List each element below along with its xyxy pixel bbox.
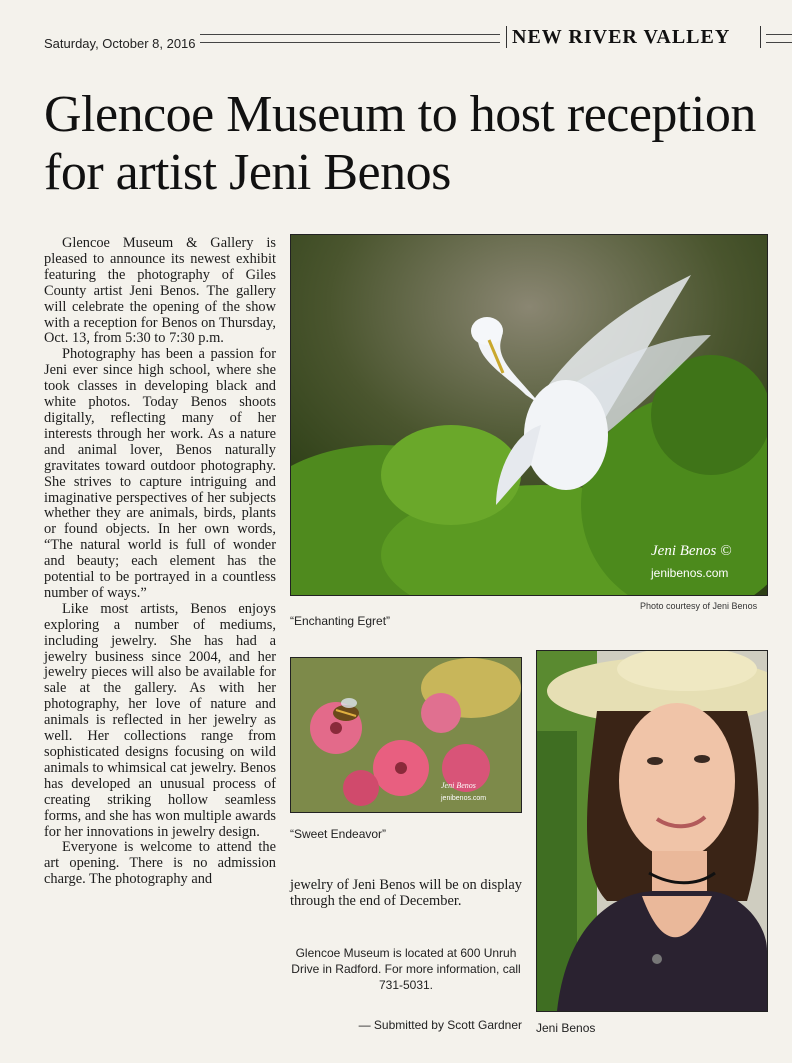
article-paragraph: Everyone is welcome to attend the art opening. There is no admission charge. The photography and — [44, 839, 276, 888]
photo-credit: Photo courtesy of Jeni Benos — [640, 601, 758, 611]
section-name: NEW RIVER VALLEY — [512, 26, 731, 48]
article-paragraph: jewelry of Jeni Benos will be on display through the end of December. — [290, 877, 522, 909]
flower-photo — [290, 657, 522, 813]
article-paragraph: Like most artists, Benos enjoys exploring a number of mediums, including jewelry. She has had a jewelry business since 2004, and her jewelry pieces will also be available for sale at the gallery. As with her photography, her love of nature and animals is reflected in her jewelry as well. Her collections range from sophisticated designs focusing on wild animals to whimsical cat jewelry. Benos has developed an unusual process of creating striking hollow seamless forms, and she has won multiple awards for her innovations in jewelry design. — [44, 600, 276, 840]
publication-date: Saturday, October 8, 2016 — [44, 36, 196, 51]
headline: Glencoe Museum to host reception for artist Jeni Benos — [44, 86, 756, 201]
header-rule — [766, 34, 792, 43]
article-column-left — [44, 236, 276, 888]
flower-illustration — [291, 658, 521, 812]
header-rule — [200, 34, 500, 43]
egret-illustration — [291, 235, 767, 595]
photo-watermark-site: jenibenos.com — [651, 566, 729, 580]
photo-watermark-name: Jeni Benos — [441, 781, 476, 790]
photo-watermark-site: jenibenos.com — [441, 795, 487, 802]
byline: — Submitted by Scott Gardner — [358, 1018, 522, 1032]
portrait-illustration — [537, 651, 767, 1011]
header-divider — [760, 26, 761, 48]
photo-caption: “Enchanting Egret” — [290, 614, 391, 628]
article-paragraph: Photography has been a passion for Jeni ever since high school, where she took classes in developing black and white photos. Today Benos shoots digitally, reflecting many of her interests through her work. As a nature and animal lover, Benos naturally gravitates toward outdoor photography. She strives to capture intriguing and imaginative perspectives of her subjects whether they are animals, birds, plants or found objects. In her own words, “The natural world is full of wonder and beauty; each element has the potential to be portrayed in a countless number of ways.” — [44, 346, 276, 601]
photo-caption: “Sweet Endeavor” — [290, 827, 387, 841]
portrait-photo — [536, 650, 768, 1012]
header-divider — [506, 26, 507, 48]
photo-caption: Jeni Benos — [536, 1021, 596, 1035]
info-box: Glencoe Museum is located at 600 Unruh Drive in Radford. For more information, call 731-5031. — [291, 946, 521, 992]
article-paragraph: Glencoe Museum & Gallery is pleased to announce its newest exhibit featuring the photography of Giles County artist Jeni Benos. The gallery will celebrate the opening of the show with a reception for Benos on Thursday, Oct. 13, from 5:30 to 7:30 p.m. — [44, 235, 276, 347]
article-column-right — [290, 878, 522, 910]
photo-watermark-name: Jeni Benos © — [651, 543, 732, 559]
egret-photo — [290, 234, 768, 596]
